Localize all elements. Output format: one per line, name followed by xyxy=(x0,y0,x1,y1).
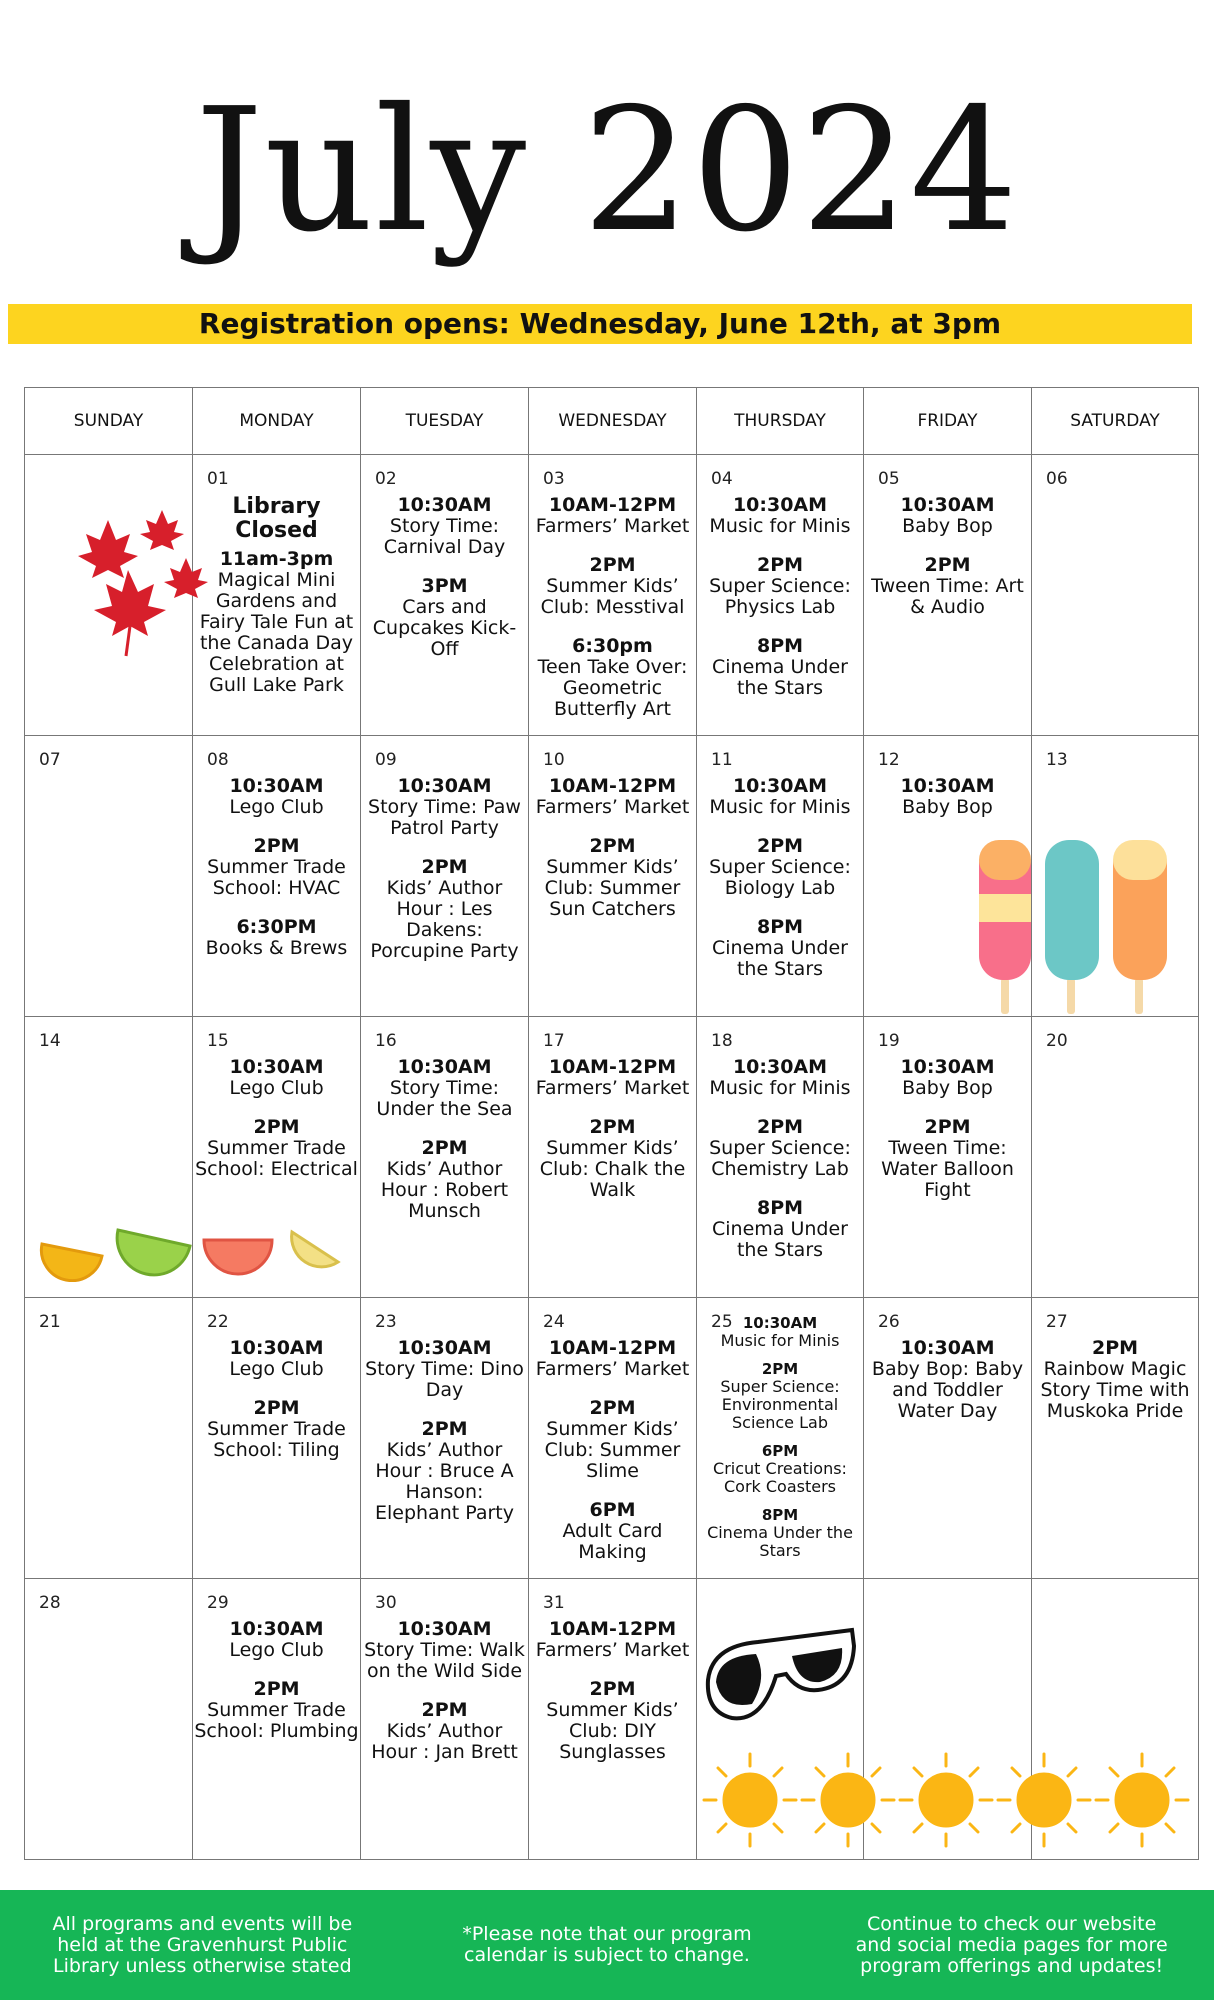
event-name: Story Time: Carnival Day xyxy=(383,515,506,558)
day-events xyxy=(361,1057,528,1240)
event-time: 2PM xyxy=(756,1116,804,1138)
event-time: 6:30PM xyxy=(236,916,317,938)
event-name: Farmers’ Market xyxy=(535,796,690,818)
day-events xyxy=(193,1338,360,1479)
event-name: Summer Kids’ Club: Summer Slime xyxy=(544,1418,681,1482)
event-time: 10:30AM xyxy=(229,1618,324,1640)
day-events xyxy=(864,1057,1031,1219)
event-name: Tween Time: Art & Audio xyxy=(871,575,1024,618)
event-name: Music for Minis xyxy=(709,515,851,537)
day-cell-21 xyxy=(25,1298,193,1579)
event-item xyxy=(864,1057,1031,1099)
event-item xyxy=(697,836,863,899)
day-cell-17 xyxy=(529,1017,697,1298)
event-name: Summer Kids’ Club: Messtival xyxy=(540,575,685,618)
event-time: 10:30AM xyxy=(229,1056,324,1078)
event-item xyxy=(361,1338,528,1401)
day-cell-06 xyxy=(1032,455,1199,736)
event-time: 10:30AM xyxy=(397,494,492,516)
event-name: Super Science: Environmental Science Lab xyxy=(720,1377,840,1432)
event-time: 10AM-12PM xyxy=(548,1337,677,1359)
event-name: Farmers’ Market xyxy=(535,1358,690,1380)
day-events xyxy=(193,1057,360,1198)
day-cell-05 xyxy=(864,455,1032,736)
event-item xyxy=(864,1117,1031,1201)
event-item xyxy=(529,1338,696,1380)
day-number: 29 xyxy=(207,1593,229,1613)
event-time: 10:30AM xyxy=(732,775,828,797)
day-events xyxy=(864,495,1031,636)
weekday-thursday: THURSDAY xyxy=(697,388,864,455)
event-name: Adult Card Making xyxy=(562,1520,663,1563)
weekday-monday: MONDAY xyxy=(193,388,361,455)
day-events xyxy=(529,1057,696,1219)
day-number: 09 xyxy=(375,750,397,770)
event-time: 2PM xyxy=(421,1137,468,1159)
event-time: 2PM xyxy=(761,1360,799,1378)
event-time: 10AM-12PM xyxy=(548,1056,677,1078)
weekday-wednesday: WEDNESDAY xyxy=(529,388,697,455)
day-number: 14 xyxy=(39,1031,61,1051)
day-number: 12 xyxy=(878,750,900,770)
event-time: 2PM xyxy=(253,1116,300,1138)
event-time: 3PM xyxy=(421,575,468,597)
event-item xyxy=(864,495,1031,537)
day-events xyxy=(529,776,696,938)
event-time: 10:30AM xyxy=(397,1056,492,1078)
event-item xyxy=(697,636,863,699)
event-time: 10AM-12PM xyxy=(548,1618,677,1640)
event-item xyxy=(697,495,863,537)
event-name: Cinema Under the Stars xyxy=(707,1523,853,1560)
event-time: 2PM xyxy=(924,1116,971,1138)
event-time: 2PM xyxy=(253,1678,300,1700)
event-item xyxy=(864,1338,1031,1422)
event-item xyxy=(697,1442,863,1496)
event-name: Magical Mini Gardens and Fairy Tale Fun at the Canada Day Celebration at Gull Lake Park xyxy=(199,569,354,696)
weekday-tuesday: TUESDAY xyxy=(361,388,529,455)
event-time: 11am-3pm xyxy=(219,548,334,570)
event-name: Super Science: Chemistry Lab xyxy=(709,1137,851,1180)
day-cell-22 xyxy=(193,1298,361,1579)
event-name: Super Science: Biology Lab xyxy=(709,856,851,899)
event-item xyxy=(697,1198,863,1261)
day-number: 30 xyxy=(375,1593,397,1613)
day-number: 31 xyxy=(543,1593,565,1613)
event-item xyxy=(529,776,696,818)
event-name: Summer Kids’ Club: Chalk the Walk xyxy=(539,1137,686,1201)
day-number: 21 xyxy=(39,1312,61,1332)
event-name: Cars and Cupcakes Kick-Off xyxy=(372,596,517,660)
day-events xyxy=(697,776,863,998)
day-number: 22 xyxy=(207,1312,229,1332)
event-name: Story Time: Dino Day xyxy=(365,1358,524,1401)
footer xyxy=(0,1890,1214,2000)
event-name: Cinema Under the Stars xyxy=(712,937,848,980)
day-events xyxy=(529,1338,696,1579)
event-name: Teen Take Over: Geometric Butterfly Art xyxy=(537,656,688,720)
day-cell-29 xyxy=(193,1579,361,1860)
maple-leaf-icon xyxy=(58,500,218,660)
day-number: 28 xyxy=(39,1593,61,1613)
day-number: 20 xyxy=(1046,1031,1068,1051)
sun-icon xyxy=(700,1750,1190,1850)
day-events xyxy=(193,1619,360,1760)
day-number: 23 xyxy=(375,1312,397,1332)
event-time: 8PM xyxy=(756,916,804,938)
event-item xyxy=(193,1679,360,1742)
event-item xyxy=(864,555,1031,618)
weekday-sunday: SUNDAY xyxy=(25,388,193,455)
event-item xyxy=(697,1117,863,1180)
event-item xyxy=(193,836,360,899)
day-cell-28 xyxy=(25,1579,193,1860)
event-name: Music for Minis xyxy=(709,1077,851,1099)
event-name: Baby Bop xyxy=(902,796,993,818)
event-name: Story Time: Paw Patrol Party xyxy=(368,796,521,839)
event-time: 8PM xyxy=(756,1197,804,1219)
day-events xyxy=(361,776,528,980)
day-cell-02 xyxy=(361,455,529,736)
day-events xyxy=(361,1619,528,1781)
event-time: 2PM xyxy=(756,835,804,857)
event-item xyxy=(361,1138,528,1222)
event-item xyxy=(193,1117,360,1180)
event-item xyxy=(193,917,360,959)
event-time: 10:30AM xyxy=(742,1314,818,1332)
day-number: 06 xyxy=(1046,469,1068,489)
sunglasses-icon xyxy=(702,1626,858,1726)
event-name: Books & Brews xyxy=(205,937,348,959)
day-cell-09 xyxy=(361,736,529,1017)
event-name: Lego Club xyxy=(229,1639,324,1661)
event-name: Summer Trade School: Electrical xyxy=(195,1137,358,1180)
event-name: Cinema Under the Stars xyxy=(712,656,848,699)
weekday-saturday: SATURDAY xyxy=(1032,388,1199,455)
day-number: 25 xyxy=(711,1312,733,1332)
footer-location-note: All programs and events will be held at the Gravenhurst Public Library unless otherwise stated xyxy=(52,1912,353,1977)
event-item xyxy=(361,857,528,962)
event-time: 10:30AM xyxy=(732,494,828,516)
event-name: Farmers’ Market xyxy=(535,1639,690,1661)
event-item xyxy=(361,776,528,839)
citrus-slice-icon xyxy=(38,1226,348,1282)
event-name: Story Time: Walk on the Wild Side xyxy=(364,1639,525,1682)
footer-change-note: *Please note that our program calendar is subject to change. xyxy=(462,1923,752,1966)
event-time: 2PM xyxy=(421,856,468,878)
event-item xyxy=(1032,1338,1198,1422)
day-cell-04 xyxy=(697,455,864,736)
event-time: 10:30AM xyxy=(229,775,324,797)
event-item xyxy=(529,1619,696,1661)
page-title: July 2024 xyxy=(195,72,1019,270)
event-time: 2PM xyxy=(253,835,300,857)
event-name: Rainbow Magic Story Time with Muskoka Pride xyxy=(1040,1358,1190,1422)
day-cell-25 xyxy=(697,1298,864,1579)
day-number: 01 xyxy=(207,469,229,489)
event-name: Baby Bop xyxy=(902,1077,993,1099)
day-cell-07 xyxy=(25,736,193,1017)
day-events xyxy=(529,1619,696,1781)
event-name: Lego Club xyxy=(229,1358,324,1380)
event-item xyxy=(193,776,360,818)
event-time: 10AM-12PM xyxy=(548,775,677,797)
day-events xyxy=(697,1057,863,1279)
event-name: Farmers’ Market xyxy=(535,1077,690,1099)
event-item xyxy=(361,1419,528,1524)
event-name: Lego Club xyxy=(229,1077,324,1099)
day-events xyxy=(529,495,696,736)
event-name: Music for Minis xyxy=(709,796,851,818)
event-name: Summer Trade School: Plumbing xyxy=(194,1699,359,1742)
event-name: Summer Trade School: HVAC xyxy=(207,856,346,899)
event-name: Farmers’ Market xyxy=(535,515,690,537)
event-name: Super Science: Physics Lab xyxy=(709,575,851,618)
event-time: 10:30AM xyxy=(732,1056,828,1078)
day-cell-30 xyxy=(361,1579,529,1860)
day-cell-26 xyxy=(864,1298,1032,1579)
day-number: 27 xyxy=(1046,1312,1068,1332)
event-time: 2PM xyxy=(421,1418,468,1440)
event-time: 10AM-12PM xyxy=(548,494,677,516)
event-item xyxy=(529,836,696,920)
day-cell-23 xyxy=(361,1298,529,1579)
day-number: 07 xyxy=(39,750,61,770)
event-item xyxy=(529,495,696,537)
event-name: Story Time: Under the Sea xyxy=(376,1077,513,1120)
event-time: 8PM xyxy=(756,635,804,657)
event-item xyxy=(697,1314,863,1350)
day-events xyxy=(864,776,1031,836)
event-time: 2PM xyxy=(589,554,636,576)
event-time: 10:30AM xyxy=(397,1618,492,1640)
closed-notice: Library Closed xyxy=(232,494,321,543)
event-time: 10:30AM xyxy=(900,1337,995,1359)
day-cell-27 xyxy=(1032,1298,1199,1579)
day-number: 26 xyxy=(878,1312,900,1332)
day-events xyxy=(361,495,528,678)
event-item xyxy=(529,555,696,618)
event-time: 2PM xyxy=(924,554,971,576)
day-cell-01 xyxy=(193,455,361,736)
day-number: 05 xyxy=(878,469,900,489)
event-time: 6PM xyxy=(761,1442,799,1460)
event-item xyxy=(193,1619,360,1661)
day-events xyxy=(361,1338,528,1542)
event-time: 10:30AM xyxy=(900,775,995,797)
event-time: 2PM xyxy=(253,1397,300,1419)
event-name: Baby Bop xyxy=(902,515,993,537)
event-item xyxy=(193,1338,360,1380)
event-item xyxy=(697,917,863,980)
day-number: 02 xyxy=(375,469,397,489)
event-time: 8PM xyxy=(761,1506,799,1524)
day-cell-31 xyxy=(529,1579,697,1860)
event-time: 6:30pm xyxy=(572,635,653,657)
event-time: 2PM xyxy=(589,835,636,857)
event-time: 2PM xyxy=(589,1116,636,1138)
event-item xyxy=(361,1619,528,1682)
event-name: Kids’ Author Hour : Bruce A Hanson: Elephant Party xyxy=(374,1439,514,1524)
day-number: 08 xyxy=(207,750,229,770)
event-item xyxy=(529,636,696,720)
event-name: Kids’ Author Hour : Jan Brett xyxy=(371,1720,518,1763)
event-item xyxy=(529,1117,696,1201)
day-number: 15 xyxy=(207,1031,229,1051)
event-time: 10:30AM xyxy=(397,775,492,797)
event-name: Summer Trade School: Tiling xyxy=(207,1418,346,1461)
event-item xyxy=(529,1679,696,1763)
day-events xyxy=(1032,1338,1198,1440)
day-events xyxy=(193,776,360,977)
day-cell-18 xyxy=(697,1017,864,1298)
event-time: 10:30AM xyxy=(900,494,995,516)
event-item xyxy=(361,1700,528,1763)
day-events xyxy=(864,1338,1031,1440)
event-item xyxy=(697,1506,863,1560)
day-cell-03 xyxy=(529,455,697,736)
event-item xyxy=(361,1057,528,1120)
event-item xyxy=(529,1500,696,1563)
day-number: 10 xyxy=(543,750,565,770)
event-item xyxy=(529,1398,696,1482)
day-cell-16 xyxy=(361,1017,529,1298)
footer-website-note: Continue to check our website and social media pages for more program offerings and updates! xyxy=(855,1912,1168,1977)
event-item xyxy=(864,776,1031,818)
day-number: 19 xyxy=(878,1031,900,1051)
event-name: Kids’ Author Hour : Robert Munsch xyxy=(380,1158,509,1222)
event-item xyxy=(361,495,528,558)
event-time: 2PM xyxy=(589,1678,636,1700)
event-name: Summer Kids’ Club: DIY Sunglasses xyxy=(546,1699,679,1763)
day-number: 18 xyxy=(711,1031,733,1051)
weekday-friday: FRIDAY xyxy=(864,388,1032,455)
event-item xyxy=(193,549,360,696)
event-name: Summer Kids’ Club: Summer Sun Catchers xyxy=(544,856,681,920)
event-item xyxy=(697,1057,863,1099)
event-time: 10:30AM xyxy=(229,1337,324,1359)
event-name: Baby Bop: Baby and Toddler Water Day xyxy=(871,1358,1024,1422)
day-number: 16 xyxy=(375,1031,397,1051)
event-time: 2PM xyxy=(756,554,804,576)
day-cell-11 xyxy=(697,736,864,1017)
day-events xyxy=(697,1314,863,1570)
day-events xyxy=(697,495,863,717)
day-number: 04 xyxy=(711,469,733,489)
day-cell-08 xyxy=(193,736,361,1017)
event-time: 10:30AM xyxy=(397,1337,492,1359)
day-cell-20 xyxy=(1032,1017,1199,1298)
day-events xyxy=(193,495,360,714)
event-item xyxy=(193,1057,360,1099)
event-name: Cricut Creations: Cork Coasters xyxy=(713,1459,847,1496)
popsicle-icon xyxy=(975,838,1185,1018)
event-item xyxy=(529,1057,696,1099)
event-item xyxy=(193,1398,360,1461)
event-name: Cinema Under the Stars xyxy=(712,1218,848,1261)
event-name: Tween Time: Water Balloon Fight xyxy=(881,1137,1014,1201)
day-number: 11 xyxy=(711,750,733,770)
day-number: 03 xyxy=(543,469,565,489)
event-item xyxy=(697,776,863,818)
event-name: Lego Club xyxy=(229,796,324,818)
event-name: Kids’ Author Hour : Les Dakens: Porcupine Party xyxy=(370,877,519,962)
event-item xyxy=(697,555,863,618)
day-cell-19 xyxy=(864,1017,1032,1298)
registration-banner: Registration opens: Wednesday, June 12th, at 3pm xyxy=(8,304,1192,344)
event-time: 6PM xyxy=(589,1499,636,1521)
event-name: Music for Minis xyxy=(720,1331,840,1350)
day-cell-24 xyxy=(529,1298,697,1579)
event-time: 2PM xyxy=(1091,1337,1139,1359)
day-number: 13 xyxy=(1046,750,1068,770)
day-number: 24 xyxy=(543,1312,565,1332)
event-item xyxy=(697,1360,863,1432)
event-item xyxy=(361,576,528,660)
day-cell-10 xyxy=(529,736,697,1017)
event-time: 2PM xyxy=(421,1699,468,1721)
event-time: 2PM xyxy=(589,1397,636,1419)
event-time: 10:30AM xyxy=(900,1056,995,1078)
day-number: 17 xyxy=(543,1031,565,1051)
